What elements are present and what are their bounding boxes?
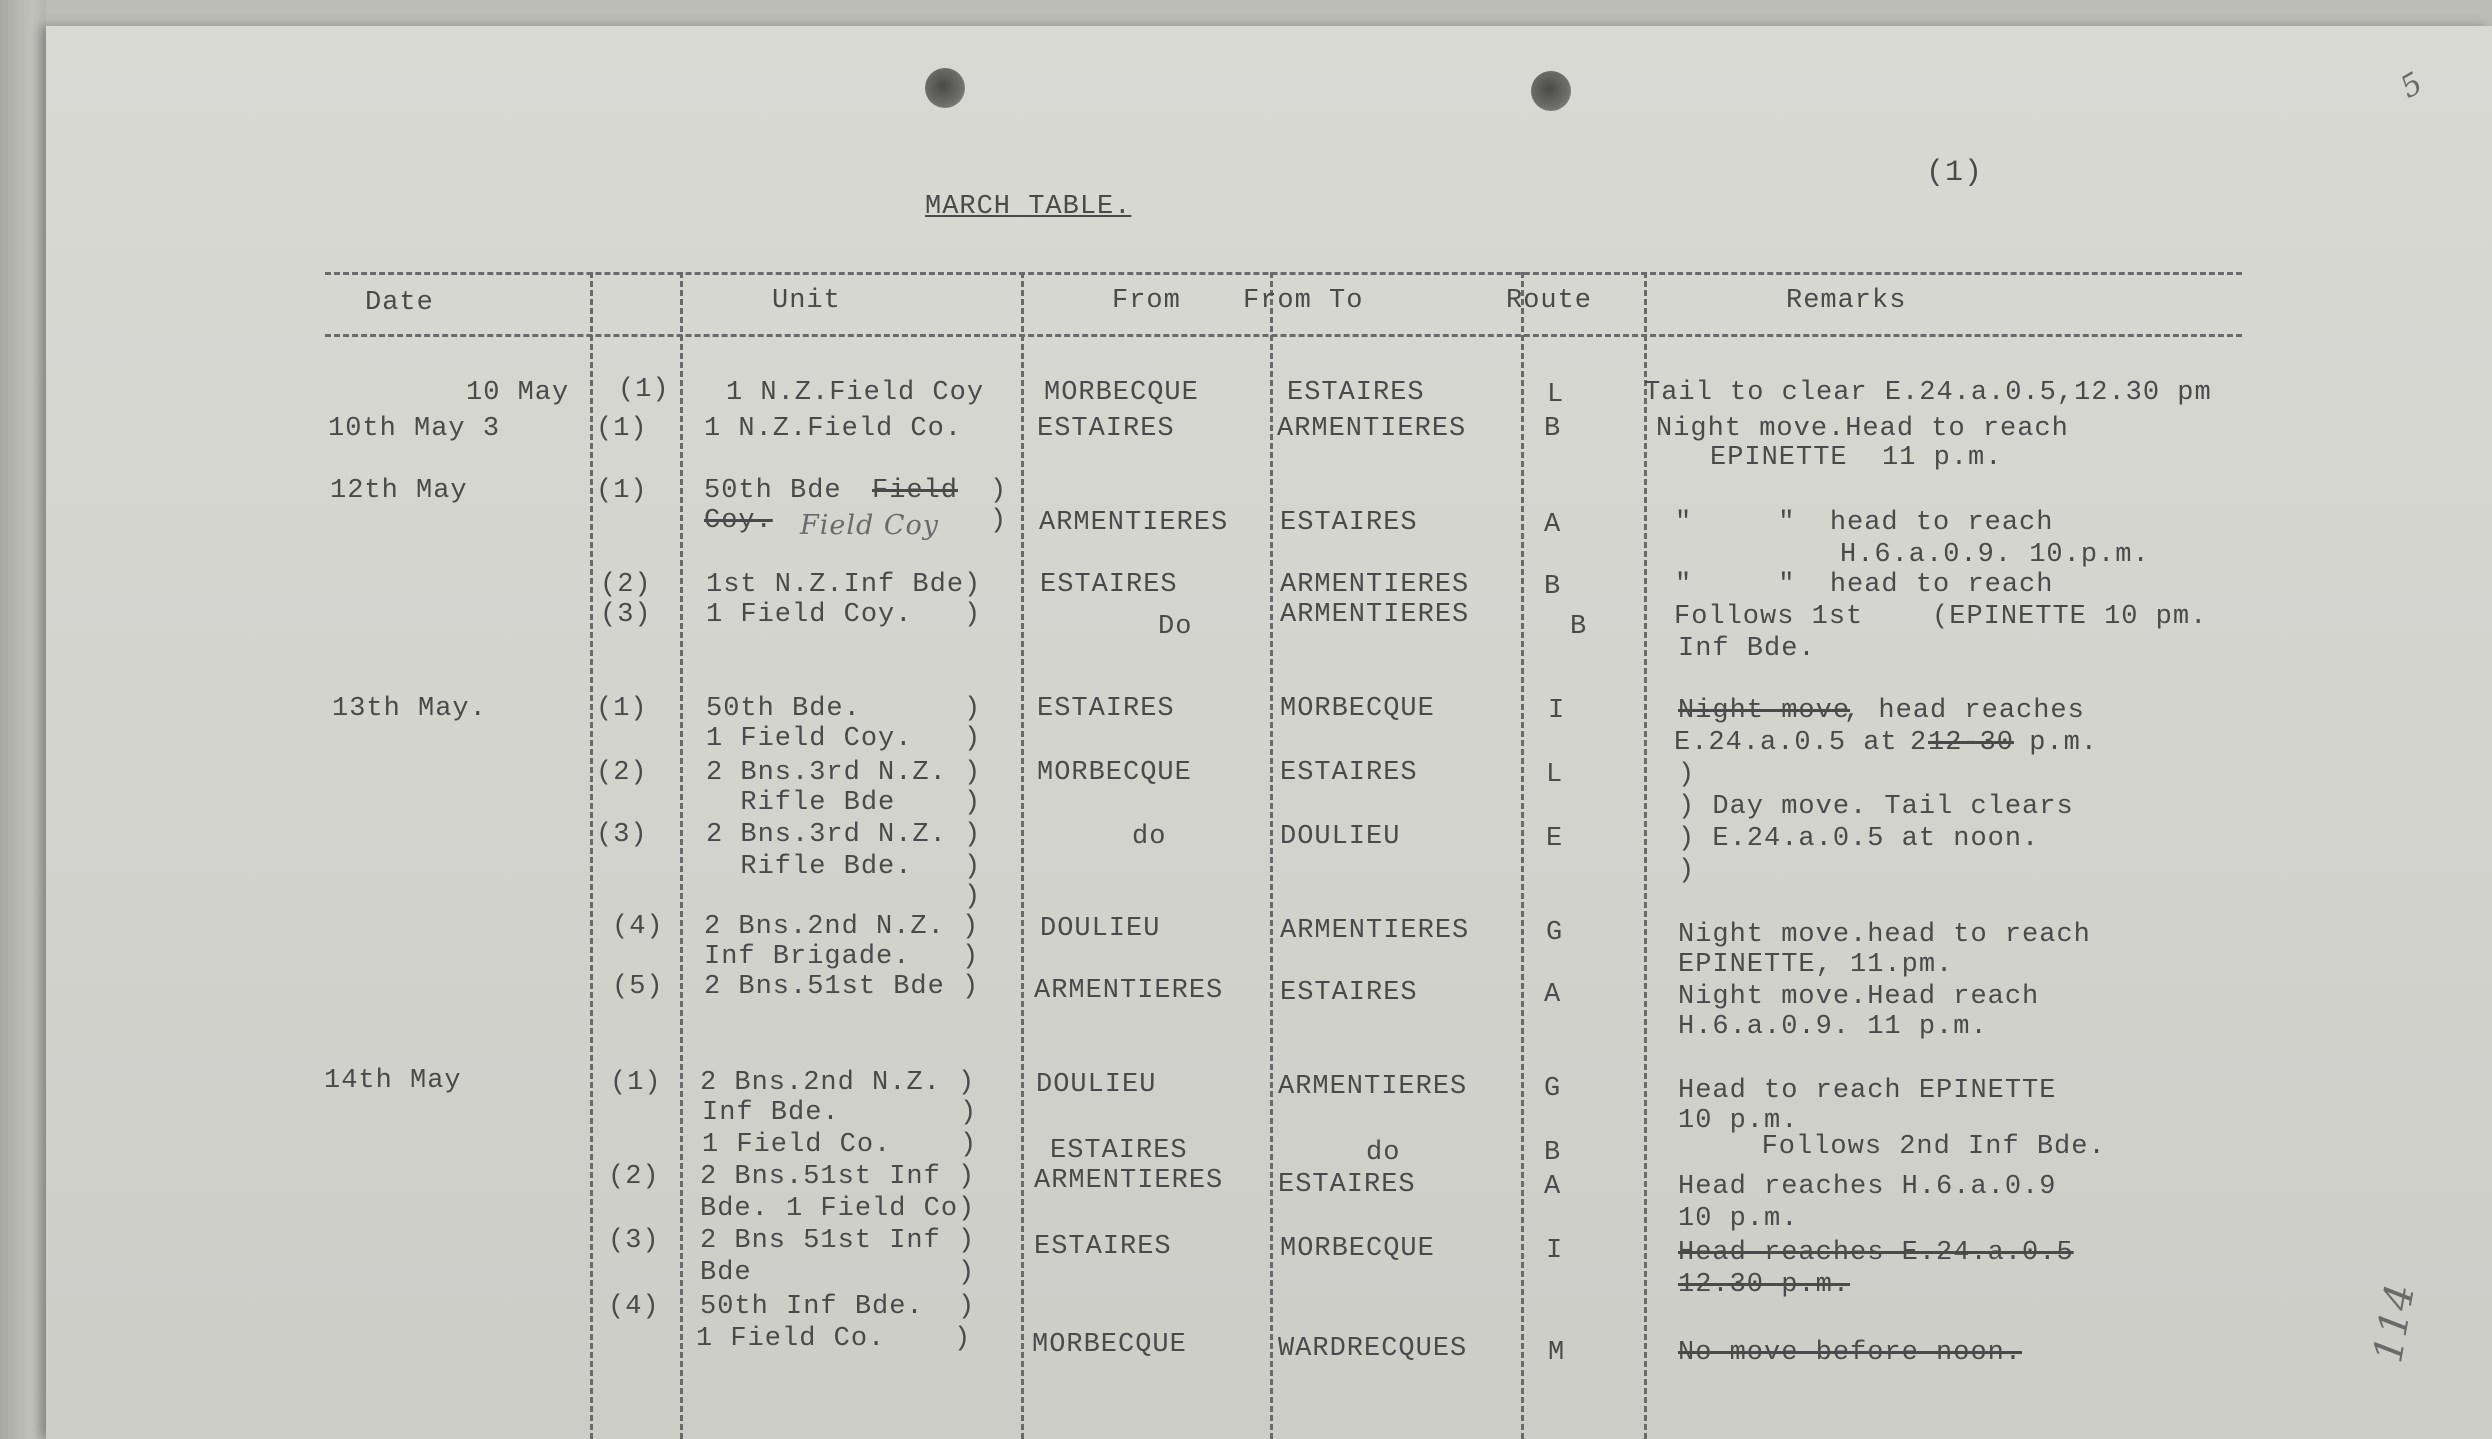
row-number: (2) <box>608 1162 660 1192</box>
row-from: Do <box>1158 612 1193 642</box>
row-from: MORBECQUE <box>1037 758 1192 788</box>
row-to: ESTAIRES <box>1287 378 1425 408</box>
punch-hole-left <box>925 68 965 108</box>
row-route: M <box>1548 1338 1566 1368</box>
row-unit: 50th Bde. ) <box>706 694 982 724</box>
row-unit: 2 Bns.3rd N.Z. ) <box>706 758 982 788</box>
row-date: 10 May <box>466 378 570 408</box>
column-rule-from <box>1270 272 1273 1439</box>
row-date: 10th May 3 <box>328 414 501 444</box>
row-unit: 2 Bns.3rd N.Z. ) <box>706 820 982 850</box>
row-unit-handwritten: Field Coy <box>800 510 940 541</box>
row-remarks-continued: H.6.a.0.9. 10.p.m. <box>1840 540 2150 570</box>
row-unit: 1 Field Co. ) <box>696 1324 972 1354</box>
document-title: MARCH TABLE. <box>925 192 1132 222</box>
row-unit-bracket: ) <box>990 476 1008 506</box>
row-number: (1) <box>596 476 648 506</box>
row-unit-bracket: ) <box>990 506 1008 536</box>
header-remarks: Remarks <box>1786 286 1907 316</box>
row-remarks-continued: H.6.a.0.9. 11 p.m. <box>1678 1012 1988 1042</box>
row-from: ESTAIRES <box>1034 1232 1172 1262</box>
row-remarks: ) E.24.a.0.5 at noon. <box>1678 824 2040 854</box>
row-route: I <box>1548 696 1566 726</box>
row-unit: Bde ) <box>700 1258 976 1288</box>
row-remarks-struck: 12.30 p.m. <box>1678 1270 1851 1300</box>
row-date: 14th May <box>324 1066 462 1096</box>
document-page <box>46 26 2492 1439</box>
row-date: 12th May <box>330 476 468 506</box>
row-from: ARMENTIERES <box>1034 1166 1224 1196</box>
row-unit: Rifle Bde. ) <box>706 852 982 882</box>
column-rule-date <box>590 272 593 1439</box>
row-remarks: Night move.head to reach <box>1678 920 2091 950</box>
row-route: A <box>1544 1172 1562 1202</box>
header-from: From <box>1112 286 1181 316</box>
row-remarks-continued: Inf Bde. <box>1678 634 1816 664</box>
row-unit: 50th Bde <box>704 476 842 506</box>
row-remarks-struck: No move before noon. <box>1678 1338 2023 1368</box>
row-remarks-continued: EPINETTE 11 p.m. <box>1710 443 2003 473</box>
row-to: ESTAIRES <box>1280 508 1418 538</box>
row-unit: 2 Bns 51st Inf ) <box>700 1226 976 1256</box>
row-number: (3) <box>608 1226 660 1256</box>
row-from: ARMENTIERES <box>1039 508 1229 538</box>
row-route: B <box>1570 612 1588 642</box>
row-remarks: Follows 1st (EPINETTE 10 pm. <box>1674 602 2208 632</box>
row-to: ARMENTIERES <box>1278 1072 1468 1102</box>
row-number: (1) <box>610 1068 662 1098</box>
row-route: B <box>1544 1138 1562 1168</box>
row-unit: 1 Field Co. ) <box>702 1130 978 1160</box>
punch-hole-right <box>1531 71 1571 111</box>
row-to: ARMENTIERES <box>1280 600 1470 630</box>
row-from: ESTAIRES <box>1040 570 1178 600</box>
row-number: (4) <box>608 1292 660 1322</box>
row-to: MORBECQUE <box>1280 694 1435 724</box>
row-to: ESTAIRES <box>1280 978 1418 1008</box>
row-remarks: " " head to reach <box>1675 508 2054 538</box>
margin-handwritten-note: 114 <box>2365 1279 2425 1367</box>
row-route: L <box>1547 380 1565 410</box>
row-from: DOULIEU <box>1036 1070 1157 1100</box>
row-to: ARMENTIERES <box>1280 916 1470 946</box>
header-from-to: From To <box>1243 286 1364 316</box>
row-unit: 1 N.Z.Field Coy <box>726 378 985 408</box>
row-unit: 2 Bns.51st Bde ) <box>704 972 980 1002</box>
row-remarks-correction: 2 <box>1910 728 1928 758</box>
row-number: (4) <box>612 912 664 942</box>
row-remarks: ) Day move. Tail clears <box>1678 792 2074 822</box>
row-number: (3) <box>596 820 648 850</box>
row-from: ARMENTIERES <box>1034 976 1224 1006</box>
row-from: ESTAIRES <box>1050 1136 1188 1166</box>
row-route: I <box>1546 1236 1564 1266</box>
row-unit: ) <box>706 882 982 912</box>
row-to: do <box>1366 1138 1401 1168</box>
column-rule-unit <box>1021 272 1024 1439</box>
row-remarks: p.m. <box>2012 728 2099 758</box>
paper-stack-edge <box>0 0 46 1439</box>
row-remarks: ) <box>1678 760 1696 790</box>
row-remarks: Head reaches H.6.a.0.9 <box>1678 1172 2057 1202</box>
row-unit: 2 Bns.2nd N.Z. ) <box>700 1068 976 1098</box>
row-to: WARDRECQUES <box>1278 1334 1468 1364</box>
row-to: ARMENTIERES <box>1277 414 1467 444</box>
row-route: G <box>1544 1074 1562 1104</box>
row-number: (1) <box>618 375 670 405</box>
row-to: ESTAIRES <box>1280 758 1418 788</box>
row-remarks: Head to reach EPINETTE <box>1678 1076 2057 1106</box>
row-unit: Inf Brigade. ) <box>704 942 980 972</box>
row-remarks: E.24.a.0.5 at <box>1674 728 1915 758</box>
row-date: 13th May. <box>332 694 487 724</box>
row-from: ESTAIRES <box>1037 414 1175 444</box>
row-unit: Rifle Bde ) <box>706 788 982 818</box>
row-number: (1) <box>596 414 648 444</box>
row-number: (2) <box>600 570 652 600</box>
header-date: Date <box>365 288 434 318</box>
row-unit: 1st N.Z.Inf Bde) <box>706 570 982 600</box>
row-unit: Inf Bde. ) <box>702 1098 978 1128</box>
row-to: ARMENTIERES <box>1280 570 1470 600</box>
row-route: E <box>1546 824 1564 854</box>
row-route: B <box>1544 414 1562 444</box>
row-from: MORBECQUE <box>1032 1330 1187 1360</box>
row-from: ESTAIRES <box>1037 694 1175 724</box>
row-to: MORBECQUE <box>1280 1234 1435 1264</box>
row-from: MORBECQUE <box>1044 378 1199 408</box>
row-number: (5) <box>612 972 664 1002</box>
row-remarks-continued: 10 p.m. <box>1678 1106 1799 1136</box>
row-remarks: " " head to reach <box>1675 570 2054 600</box>
row-unit: 50th Inf Bde. ) <box>700 1292 976 1322</box>
row-route: A <box>1544 980 1562 1010</box>
row-unit-struck: Field <box>872 476 959 506</box>
column-rule-number <box>680 272 683 1439</box>
row-unit: Bde. 1 Field Co) <box>700 1194 976 1224</box>
row-remarks: Tail to clear E.24.a.0.5,12.30 pm <box>1644 378 2212 408</box>
row-remarks: ) <box>1678 856 1696 886</box>
row-remarks-struck: Head reaches E.24.a.0.5 <box>1678 1238 2074 1268</box>
row-remarks: Night move.Head reach <box>1678 982 2040 1012</box>
row-unit: 2 Bns.2nd N.Z. ) <box>704 912 980 942</box>
row-route: B <box>1544 572 1562 602</box>
row-to: DOULIEU <box>1280 822 1401 852</box>
header-unit: Unit <box>772 286 841 316</box>
row-number: (3) <box>600 600 652 630</box>
row-unit-struck: Coy. <box>704 506 773 536</box>
row-remarks-continued: EPINETTE, 11.pm. <box>1678 950 1954 980</box>
row-number: (1) <box>596 694 648 724</box>
row-remarks: , head reaches <box>1844 696 2085 726</box>
header-route: Route <box>1506 286 1593 316</box>
header-bottom-rule <box>325 334 2242 337</box>
table-top-rule <box>325 272 2242 275</box>
scan-top-strip <box>0 0 2492 26</box>
row-unit: 1 N.Z.Field Co. <box>704 414 963 444</box>
row-route: G <box>1546 918 1564 948</box>
row-unit: 2 Bns.51st Inf ) <box>700 1162 976 1192</box>
row-remarks: Follows 2nd Inf Bde. <box>1710 1132 2106 1162</box>
row-remarks-struck: Night move <box>1678 696 1851 726</box>
row-route: L <box>1546 760 1564 790</box>
row-unit: 1 Field Coy. ) <box>706 724 982 754</box>
row-route: A <box>1544 510 1562 540</box>
corner-page-mark: 5 <box>2394 65 2430 106</box>
row-remarks-struck: 12-30 <box>1928 728 2015 758</box>
page-number: (1) <box>1926 156 1984 190</box>
row-remarks-continued: 10 p.m. <box>1678 1204 1799 1234</box>
row-number: (2) <box>596 758 648 788</box>
row-remarks: Night move.Head to reach <box>1656 414 2069 444</box>
column-rule-route <box>1644 272 1647 1439</box>
column-rule-to <box>1521 272 1524 1439</box>
row-from: do <box>1132 822 1167 852</box>
row-from: DOULIEU <box>1040 914 1161 944</box>
row-unit: 1 Field Coy. ) <box>706 600 982 630</box>
row-to: ESTAIRES <box>1278 1170 1416 1200</box>
